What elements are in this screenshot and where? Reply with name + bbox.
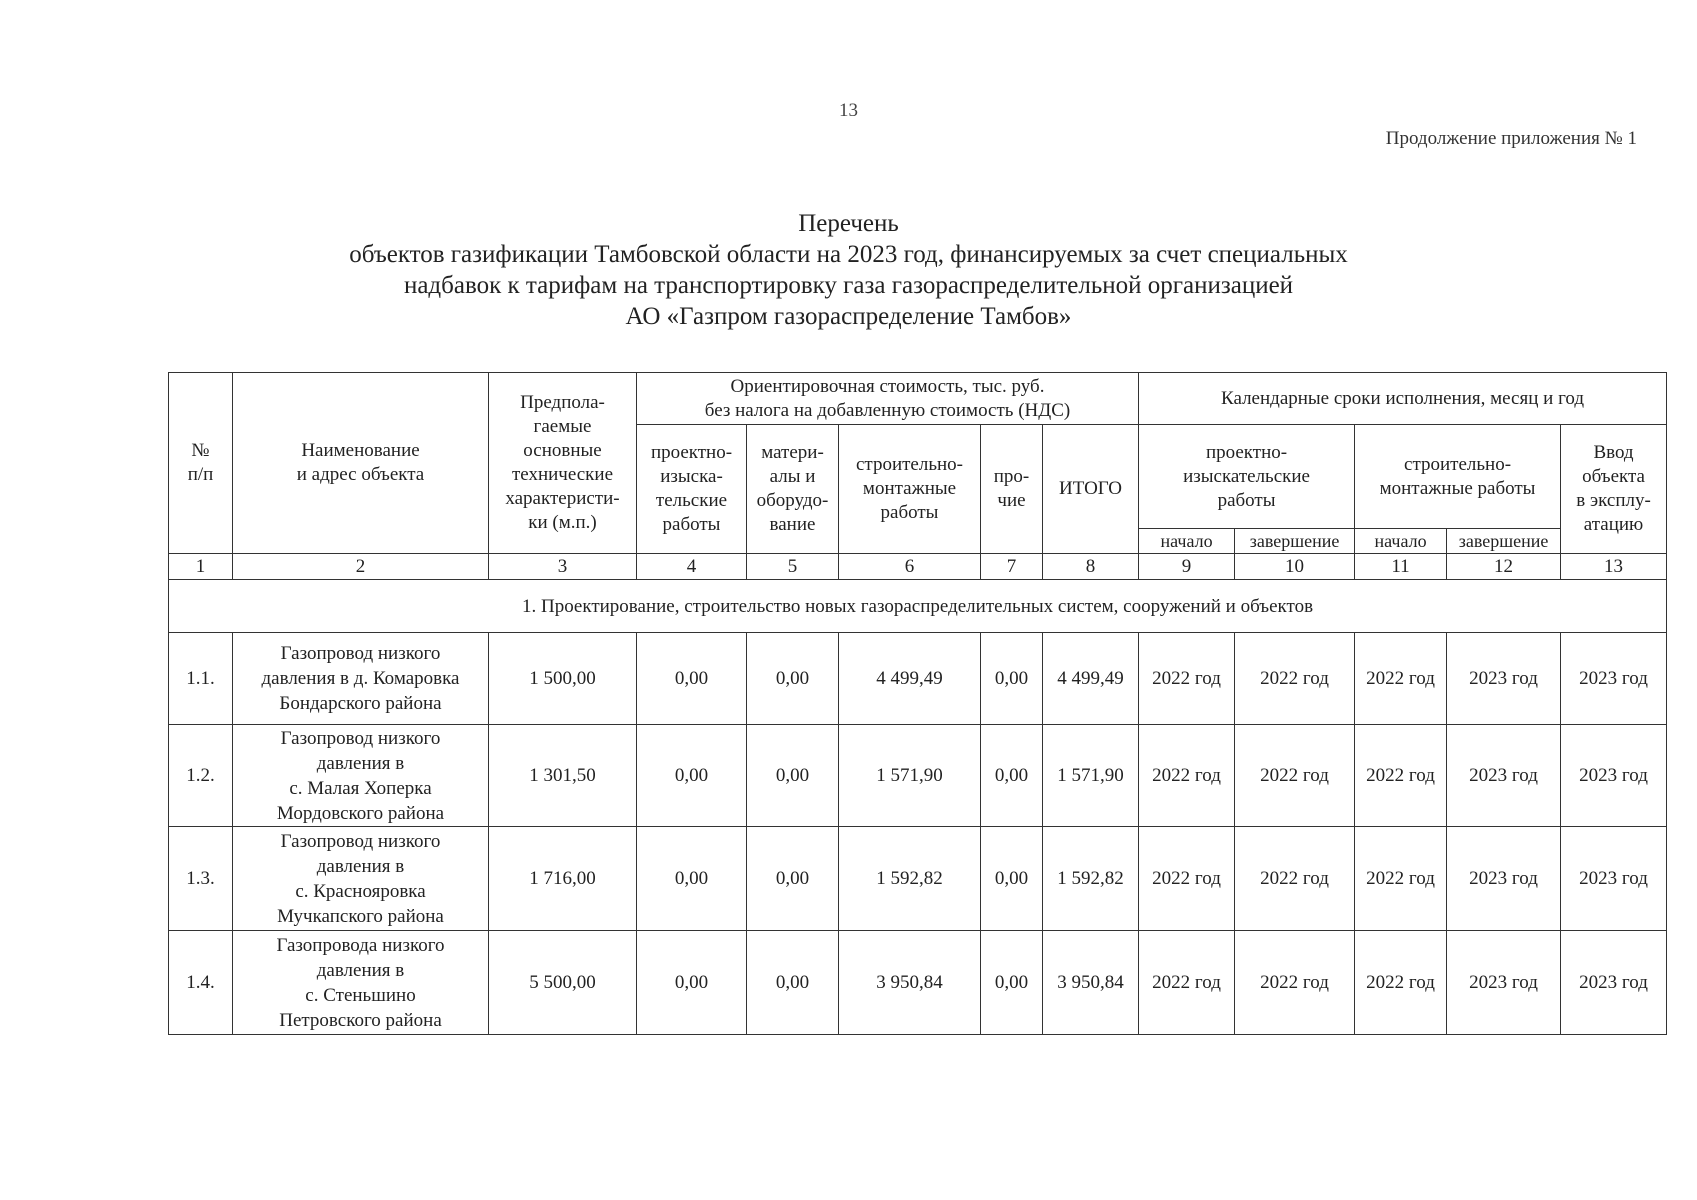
table-row <box>169 633 1667 725</box>
cell-smr-end: 2023 год <box>1447 827 1561 931</box>
column-number: 3 <box>489 554 637 580</box>
cell-cost-total: 3 950,84 <box>1043 931 1139 1035</box>
column-numbers-row <box>169 554 1667 580</box>
object-name-line: давления в д. Комаровка <box>261 668 460 689</box>
object-name-line: давления в <box>316 959 405 981</box>
page-number: 13 <box>839 100 858 121</box>
object-name-line: Бондарского района <box>279 693 442 714</box>
header-line: монтажные <box>862 478 957 499</box>
cell-length: 1 500,00 <box>489 633 637 725</box>
cell-num: 1.2. <box>169 725 233 827</box>
header-smr-start: начало <box>1355 529 1447 554</box>
column-number: 1 <box>169 554 233 580</box>
header-line: объекта <box>1582 466 1645 487</box>
header-line: проектно- <box>1205 441 1288 463</box>
header-pir-end: завершение <box>1235 529 1355 554</box>
header-line: матери- <box>761 442 824 463</box>
cell-cost-materials: 0,00 <box>747 725 839 827</box>
header-line: без налога на добавленную стоимость (НДС) <box>704 399 1071 421</box>
header-line: вание <box>769 514 816 535</box>
cell-cost-materials: 0,00 <box>747 633 839 725</box>
cell-commissioning: 2023 год <box>1561 633 1667 725</box>
cell-pir-start: 2022 год <box>1139 633 1235 725</box>
column-number: 5 <box>747 554 839 580</box>
header-characteristics <box>489 373 637 554</box>
header-line: работы <box>662 514 721 535</box>
header-line: атацию <box>1583 514 1644 535</box>
column-number: 2 <box>233 554 489 580</box>
header-dates-commissioning <box>1561 425 1667 554</box>
cell-cost-design-survey: 0,00 <box>637 725 747 827</box>
cell-object-name <box>233 725 489 827</box>
header-line: Ввод <box>1593 442 1634 463</box>
header-line: тельские <box>655 490 728 511</box>
cell-object-name <box>233 931 489 1035</box>
cell-smr-end: 2023 год <box>1447 725 1561 827</box>
header-line: проектно- <box>650 442 733 463</box>
column-number: 11 <box>1355 554 1447 580</box>
header-line: монтажные работы <box>1379 477 1536 499</box>
cell-pir-end: 2022 год <box>1235 725 1355 827</box>
cell-length: 1 716,00 <box>489 827 637 931</box>
header-dates-design-survey <box>1139 425 1355 529</box>
object-name-line: Мордовского района <box>276 802 445 824</box>
gasification-objects-table <box>168 372 1667 1035</box>
header-line: алы и <box>769 466 816 487</box>
header-smr-end: завершение <box>1447 529 1561 554</box>
cell-length: 1 301,50 <box>489 725 637 827</box>
header-line: работы <box>1217 489 1276 511</box>
column-number: 9 <box>1139 554 1235 580</box>
cell-cost-total: 1 571,90 <box>1043 725 1139 827</box>
cell-cost-construction: 1 571,90 <box>839 725 981 827</box>
table-body <box>169 633 1667 1035</box>
header-cost-group <box>637 373 1139 425</box>
header-line: строительно- <box>855 454 963 475</box>
header-dates-group: Календарные сроки исполнения, месяц и год <box>1139 373 1667 425</box>
document-title <box>0 208 1697 332</box>
cell-smr-start: 2022 год <box>1355 931 1447 1035</box>
cell-commissioning: 2023 год <box>1561 827 1667 931</box>
column-number: 10 <box>1235 554 1355 580</box>
cell-object-name <box>233 827 489 931</box>
header-cost-other <box>981 425 1043 554</box>
cell-cost-design-survey: 0,00 <box>637 931 747 1035</box>
cell-smr-end: 2023 год <box>1447 633 1561 725</box>
header-cost-total: ИТОГО <box>1043 425 1139 554</box>
title-line-2: объектов газификации Тамбовской области на 2023 год, финансируемых за счет специальных <box>349 241 1348 268</box>
cell-cost-other: 0,00 <box>981 827 1043 931</box>
header-line: чие <box>997 490 1026 511</box>
cell-commissioning: 2023 год <box>1561 725 1667 827</box>
header-line: изыскательские <box>1183 465 1310 487</box>
object-name-line: Петровского района <box>279 1009 442 1031</box>
cell-smr-end: 2023 год <box>1447 931 1561 1035</box>
object-name-line: давления в <box>316 752 405 774</box>
cell-num: 1.1. <box>169 633 233 725</box>
column-number: 7 <box>981 554 1043 580</box>
cell-cost-construction: 1 592,82 <box>839 827 981 931</box>
header-cost-design-survey <box>637 425 747 554</box>
object-name-line: Газопровод низкого <box>280 727 441 749</box>
header-line: Предпола- <box>520 392 605 413</box>
cell-smr-start: 2022 год <box>1355 633 1447 725</box>
header-dates-construction <box>1355 425 1561 529</box>
header-line: п/п <box>187 464 214 485</box>
header-cost-construction <box>839 425 981 554</box>
cell-pir-end: 2022 год <box>1235 633 1355 725</box>
header-line: Наименование <box>301 440 420 461</box>
object-name-line: с. Малая Хоперка <box>289 777 432 799</box>
header-line: и адрес объекта <box>296 464 425 485</box>
header-line: в эксплу- <box>1576 490 1651 511</box>
header-line: характеристи- <box>505 488 620 509</box>
column-number: 6 <box>839 554 981 580</box>
cell-pir-start: 2022 год <box>1139 827 1235 931</box>
object-name-line: Газопровода низкого <box>276 934 445 956</box>
header-num <box>169 373 233 554</box>
cell-cost-other: 0,00 <box>981 725 1043 827</box>
section-title: 1. Проектирование, строительство новых газораспределительных систем, сооружений и объектов <box>169 580 1667 633</box>
cell-pir-start: 2022 год <box>1139 725 1235 827</box>
header-line: гаемые <box>533 416 592 437</box>
cell-cost-total: 4 499,49 <box>1043 633 1139 725</box>
header-line: Ориентировочная стоимость, тыс. руб. <box>730 375 1045 397</box>
title-line-1: Перечень <box>798 210 899 237</box>
object-name-line: с. Стеньшино <box>305 984 416 1006</box>
cell-num: 1.3. <box>169 827 233 931</box>
header-line: работы <box>880 502 939 523</box>
cell-cost-other: 0,00 <box>981 633 1043 725</box>
object-name-line: Газопровод низкого <box>280 643 441 664</box>
cell-num: 1.4. <box>169 931 233 1035</box>
title-line-3: надбавок к тарифам на транспортировку газа газораспределительной организацией <box>403 272 1294 299</box>
cell-pir-end: 2022 год <box>1235 931 1355 1035</box>
appendix-continuation-label: Продолжение приложения № 1 <box>1385 128 1637 149</box>
cell-smr-start: 2022 год <box>1355 725 1447 827</box>
header-cost-materials <box>747 425 839 554</box>
object-name-line: с. Краснояровка <box>295 880 426 902</box>
header-line: строительно- <box>1404 453 1512 475</box>
header-pir-start: начало <box>1139 529 1235 554</box>
cell-cost-total: 1 592,82 <box>1043 827 1139 931</box>
header-line: № <box>191 440 210 461</box>
object-name-line: Газопровод низкого <box>280 830 441 852</box>
cell-cost-design-survey: 0,00 <box>637 827 747 931</box>
column-number: 13 <box>1561 554 1667 580</box>
header-line: основные <box>523 440 602 461</box>
cell-cost-construction: 4 499,49 <box>839 633 981 725</box>
table-row <box>169 931 1667 1035</box>
title-line-4: АО «Газпром газораспределение Тамбов» <box>625 303 1072 330</box>
cell-cost-materials: 0,00 <box>747 827 839 931</box>
cell-pir-end: 2022 год <box>1235 827 1355 931</box>
cell-object-name <box>233 633 489 725</box>
cell-cost-materials: 0,00 <box>747 931 839 1035</box>
cell-cost-construction: 3 950,84 <box>839 931 981 1035</box>
table-row <box>169 725 1667 827</box>
cell-cost-design-survey: 0,00 <box>637 633 747 725</box>
section-row <box>169 580 1667 633</box>
column-number: 12 <box>1447 554 1561 580</box>
column-number: 8 <box>1043 554 1139 580</box>
cell-cost-other: 0,00 <box>981 931 1043 1035</box>
header-line: технические <box>511 464 614 485</box>
column-number: 4 <box>637 554 747 580</box>
table-row <box>169 827 1667 931</box>
object-name-line: Мучкапского района <box>277 905 444 927</box>
cell-pir-start: 2022 год <box>1139 931 1235 1035</box>
object-name-line: давления в <box>316 855 405 877</box>
cell-commissioning: 2023 год <box>1561 931 1667 1035</box>
header-line: ки (м.п.) <box>528 512 597 533</box>
cell-smr-start: 2022 год <box>1355 827 1447 931</box>
cell-length: 5 500,00 <box>489 931 637 1035</box>
header-line: про- <box>993 466 1030 487</box>
header-line: оборудо- <box>756 490 829 511</box>
header-line: изыска- <box>660 466 723 487</box>
header-name <box>233 373 489 554</box>
